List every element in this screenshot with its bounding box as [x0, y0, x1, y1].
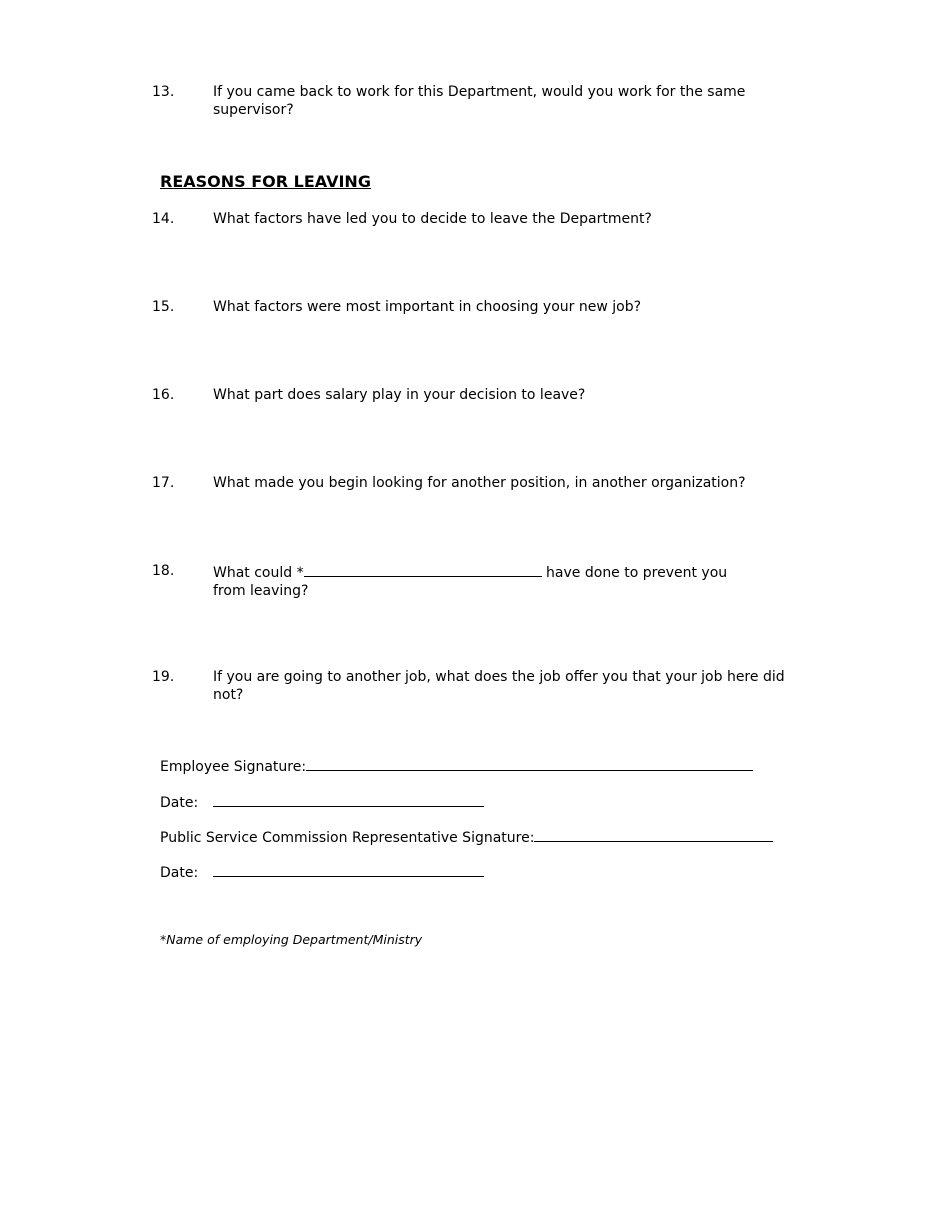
employee-signature-line[interactable] — [306, 756, 753, 771]
question-text: What part does salary play in your decision to leave? — [213, 387, 586, 403]
psc-signature-line[interactable] — [534, 827, 773, 842]
psc-signature-label: Public Service Commission Representative Signature: — [160, 830, 535, 846]
date-row-1 — [160, 792, 484, 812]
date-row-2 — [160, 862, 484, 882]
question-text: If you are going to another job, what does the job offer you that your job here did not? — [213, 669, 785, 703]
question-text: What factors have led you to decide to leave the Department? — [213, 211, 652, 227]
question-text — [213, 562, 753, 600]
question-number: 17. — [152, 475, 175, 491]
employee-signature-row — [160, 756, 753, 776]
question-number: 16. — [152, 387, 175, 403]
question-text-before: What could * — [213, 565, 304, 581]
question-text: What made you begin looking for another position, in another organization? — [213, 475, 746, 491]
date-label: Date: — [160, 795, 199, 811]
date-label: Date: — [160, 865, 199, 881]
date-line[interactable] — [213, 862, 484, 877]
question-number: 14. — [152, 211, 175, 227]
question-number: 18. — [152, 563, 175, 579]
question-number: 13. — [152, 84, 175, 100]
employee-signature-label: Employee Signature: — [160, 759, 307, 775]
question-text-after: have done to prevent you from leaving? — [213, 565, 728, 599]
question-text: If you came back to work for this Department, would you work for the same supervisor? — [213, 84, 746, 118]
footnote: *Name of employing Department/Ministry — [160, 932, 423, 947]
question-number: 15. — [152, 299, 175, 315]
section-heading: REASONS FOR LEAVING — [160, 172, 371, 191]
question-number: 19. — [152, 669, 175, 685]
date-line[interactable] — [213, 792, 484, 807]
psc-signature-row — [160, 827, 773, 847]
department-name-blank[interactable] — [304, 562, 542, 577]
question-text: What factors were most important in choosing your new job? — [213, 299, 642, 315]
